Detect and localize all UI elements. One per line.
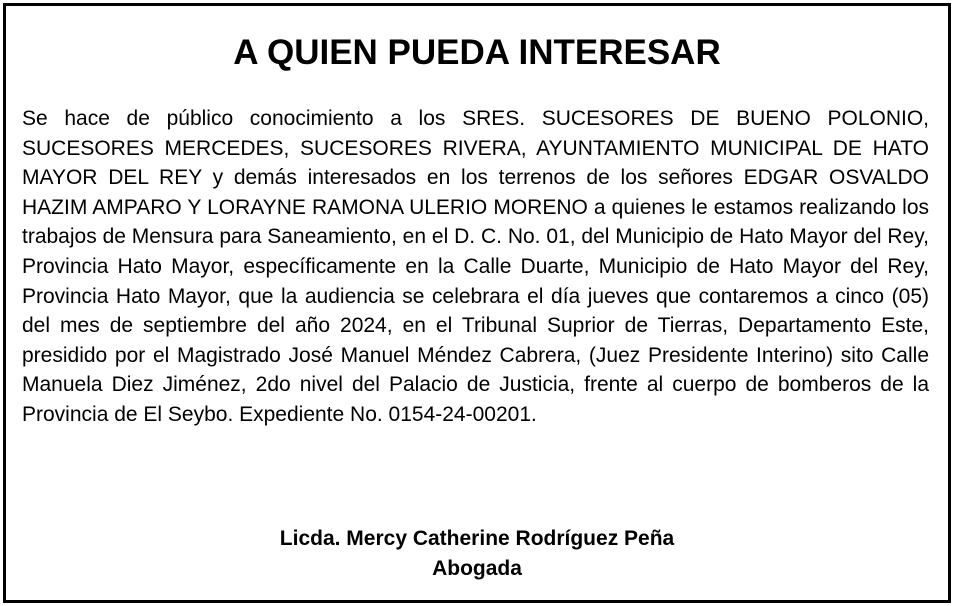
notice-body: Se hace de público conocimiento a los SRES. SUCESORES DE BUENO POLONIO, SUCESORES MERCEDES, SUCESORES RIVERA, AYUNTAMIENTO MUNICIPAL DE HATO MAYOR DEL REY y demás interesados en los terrenos de los señores EDGAR OSVALDO HAZIM AMPARO Y LORAYNE RAMONA ULERIO MORENO a quienes le estamos realizando los trabajos de Mensura para Saneamiento, en el D. C. No. 01, del Municipio de Hato Mayor del Rey, Provincia Hato Mayor, específicamente en la Calle Duarte, Municipio de Hato Mayor del Rey, Provincia Hato Mayor, que la audiencia se celebrara el día jueves que contaremos a cinco (05) del mes de septiembre del año 2024, en el Tribunal Suprior de Tierras, Departamento Este, presidido por el Magistrado José Manuel Méndez Cabrera, (Juez Presidente Interino) sito Calle Manuela Diez Jiménez, 2do nivel del Palacio de Justicia, frente al cuerpo de bomberos de la Provincia de El Seybo. Expediente No. 0154-24-00201.: [22, 107, 929, 426]
notice-title: A QUIEN PUEDA INTERESAR: [233, 33, 721, 72]
signature-block: [6, 524, 948, 584]
notice-frame: [3, 3, 951, 603]
signature-name: Licda. Mercy Catherine Rodríguez Peña: [279, 527, 675, 550]
signature-role: Abogada: [432, 557, 522, 580]
